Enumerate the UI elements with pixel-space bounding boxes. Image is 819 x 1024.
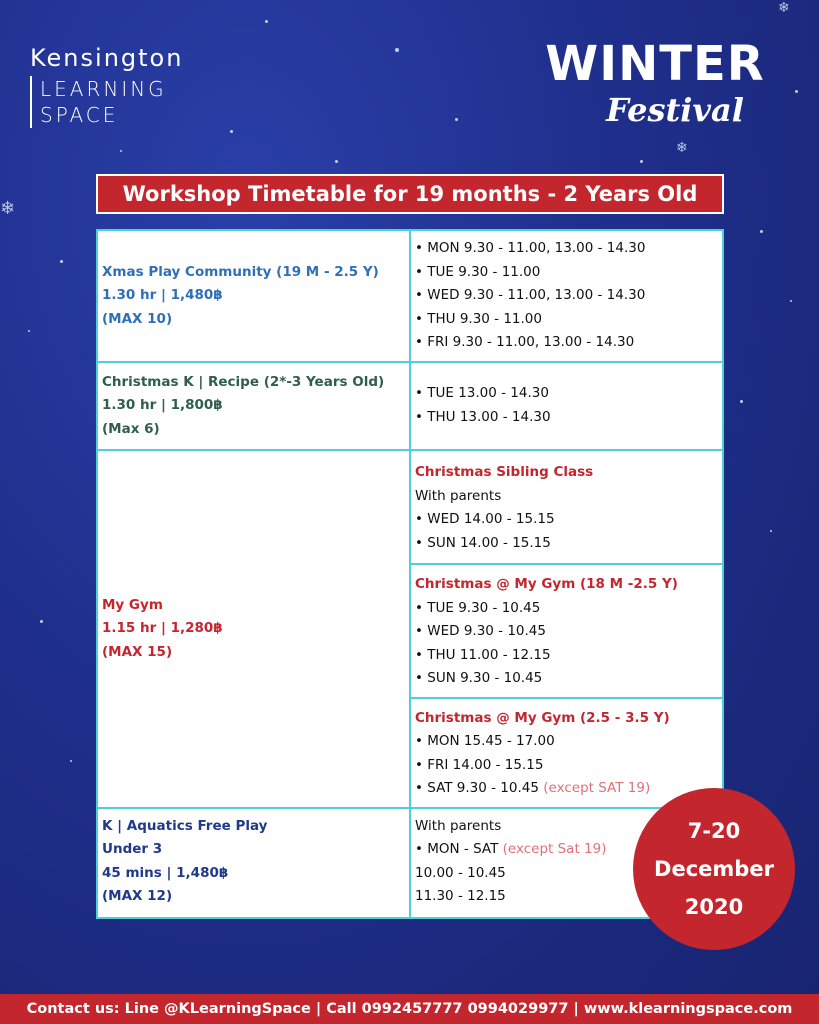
workshop-age: Under 3 <box>102 841 163 857</box>
schedule-line: • SUN 14.00 - 15.15 <box>415 534 551 551</box>
brand-logo <box>30 44 183 128</box>
schedule-cell <box>410 230 723 362</box>
star-decoration <box>60 260 63 263</box>
schedule-days: • MON - SAT <box>415 841 499 857</box>
snowflake-icon: ❄ <box>676 140 688 156</box>
workshop-max: (MAX 15) <box>102 643 173 660</box>
star-decoration <box>230 130 233 133</box>
schedule-cell <box>410 564 723 698</box>
schedule-cell <box>410 362 723 451</box>
class-subheading: With parents <box>415 487 502 504</box>
table-row <box>97 808 723 918</box>
schedule-line: • MON 9.30 - 11.00, 13.00 - 14.30 <box>415 240 646 256</box>
star-decoration <box>28 330 30 332</box>
schedule-line: • WED 9.30 - 11.00, 13.00 - 14.30 <box>415 287 646 303</box>
festival-word: Festival <box>606 91 744 129</box>
class-heading: Christmas @ My Gym (2.5 - 3.5 Y) <box>415 709 670 726</box>
snowflake-icon: ❄ <box>778 0 790 16</box>
schedule-cell <box>410 450 723 564</box>
star-decoration <box>770 530 772 532</box>
workshop-price: 1.30 hr | 1,480฿ <box>102 287 223 303</box>
table-row <box>97 362 723 451</box>
contact-footer: Contact us: Line @KLearningSpace | Call 0992457777 0994029977 | www.klearningspace.com <box>0 994 819 1024</box>
class-heading: Christmas @ My Gym (18 M -2.5 Y) <box>415 576 678 592</box>
star-decoration <box>40 620 43 623</box>
schedule-line: • MON 15.45 - 17.00 <box>415 733 555 749</box>
winter-festival-logo <box>525 36 785 128</box>
schedule-line: • FRI 9.30 - 11.00, 13.00 - 14.30 <box>415 334 635 350</box>
date-badge <box>633 788 795 950</box>
star-decoration <box>795 90 798 93</box>
workshop-max: (Max 6) <box>102 420 160 437</box>
star-decoration <box>790 300 792 302</box>
schedule-line: • TUE 13.00 - 14.30 <box>415 385 549 402</box>
schedule-line: • FRI 14.00 - 15.15 <box>415 756 544 773</box>
workshop-price: 1.30 hr | 1,800฿ <box>102 397 223 413</box>
schedule-line: • SUN 9.30 - 10.45 <box>415 670 543 686</box>
workshop-name: Christmas K | Recipe (2*-3 Years Old) <box>102 373 385 390</box>
brand-name: Kensington <box>30 44 184 72</box>
schedule-line: • WED 14.00 - 15.15 <box>415 511 555 527</box>
snowflake-icon: ❄ <box>0 198 16 219</box>
schedule-line: 10.00 - 10.45 <box>415 864 506 881</box>
star-decoration <box>335 160 338 163</box>
star-decoration <box>265 20 268 23</box>
timetable-title: Workshop Timetable for 19 months - 2 Years Old <box>96 174 724 214</box>
schedule-line: • THU 11.00 - 12.15 <box>415 646 551 663</box>
schedule-note: (except SAT 19) <box>543 780 651 796</box>
class-heading: Christmas Sibling Class <box>415 464 594 480</box>
brand-line-learning: LEARNING <box>40 77 167 101</box>
schedule-time: • SAT 9.30 - 10.45 <box>415 780 539 796</box>
date-month: December <box>654 857 774 881</box>
schedule-line: • WED 9.30 - 10.45 <box>415 623 546 639</box>
workshop-price: 1.15 hr | 1,280฿ <box>102 620 223 636</box>
star-decoration <box>395 48 399 52</box>
star-decoration <box>740 400 743 403</box>
workshop-name: Xmas Play Community (19 M - 2.5 Y) <box>102 263 379 280</box>
star-decoration <box>760 230 763 233</box>
date-year: 2020 <box>684 895 744 919</box>
star-decoration <box>120 150 122 152</box>
workshop-cell <box>97 808 410 918</box>
schedule-line: • TUE 9.30 - 11.00 <box>415 263 541 280</box>
schedule-line: 11.30 - 12.15 <box>415 888 506 904</box>
star-decoration <box>640 160 643 163</box>
schedule-note: (except Sat 19) <box>502 841 607 857</box>
workshop-max: (MAX 12) <box>102 888 173 904</box>
table-row <box>97 230 723 362</box>
schedule-cell <box>410 698 723 808</box>
timetable <box>96 229 724 919</box>
star-decoration <box>455 118 458 121</box>
workshop-price: 45 mins | 1,480฿ <box>102 864 229 881</box>
workshop-max: (MAX 10) <box>102 310 173 327</box>
date-range: 7-20 <box>687 819 741 843</box>
workshop-cell <box>97 362 410 451</box>
workshop-name: My Gym <box>102 596 163 613</box>
schedule-line: • THU 9.30 - 11.00 <box>415 310 542 327</box>
brand-subtitle <box>30 76 183 128</box>
table-row <box>97 450 723 564</box>
class-subheading: With parents <box>415 817 502 834</box>
schedule-line: • TUE 9.30 - 10.45 <box>415 599 541 616</box>
schedule-line: • THU 13.00 - 14.30 <box>415 408 551 425</box>
brand-line-space: SPACE <box>40 103 119 127</box>
schedule-line <box>415 777 718 801</box>
workshop-cell <box>97 230 410 362</box>
star-decoration <box>70 760 72 762</box>
workshop-cell <box>97 450 410 808</box>
winter-word: WINTER <box>545 36 765 92</box>
workshop-name: K | Aquatics Free Play <box>102 817 268 834</box>
